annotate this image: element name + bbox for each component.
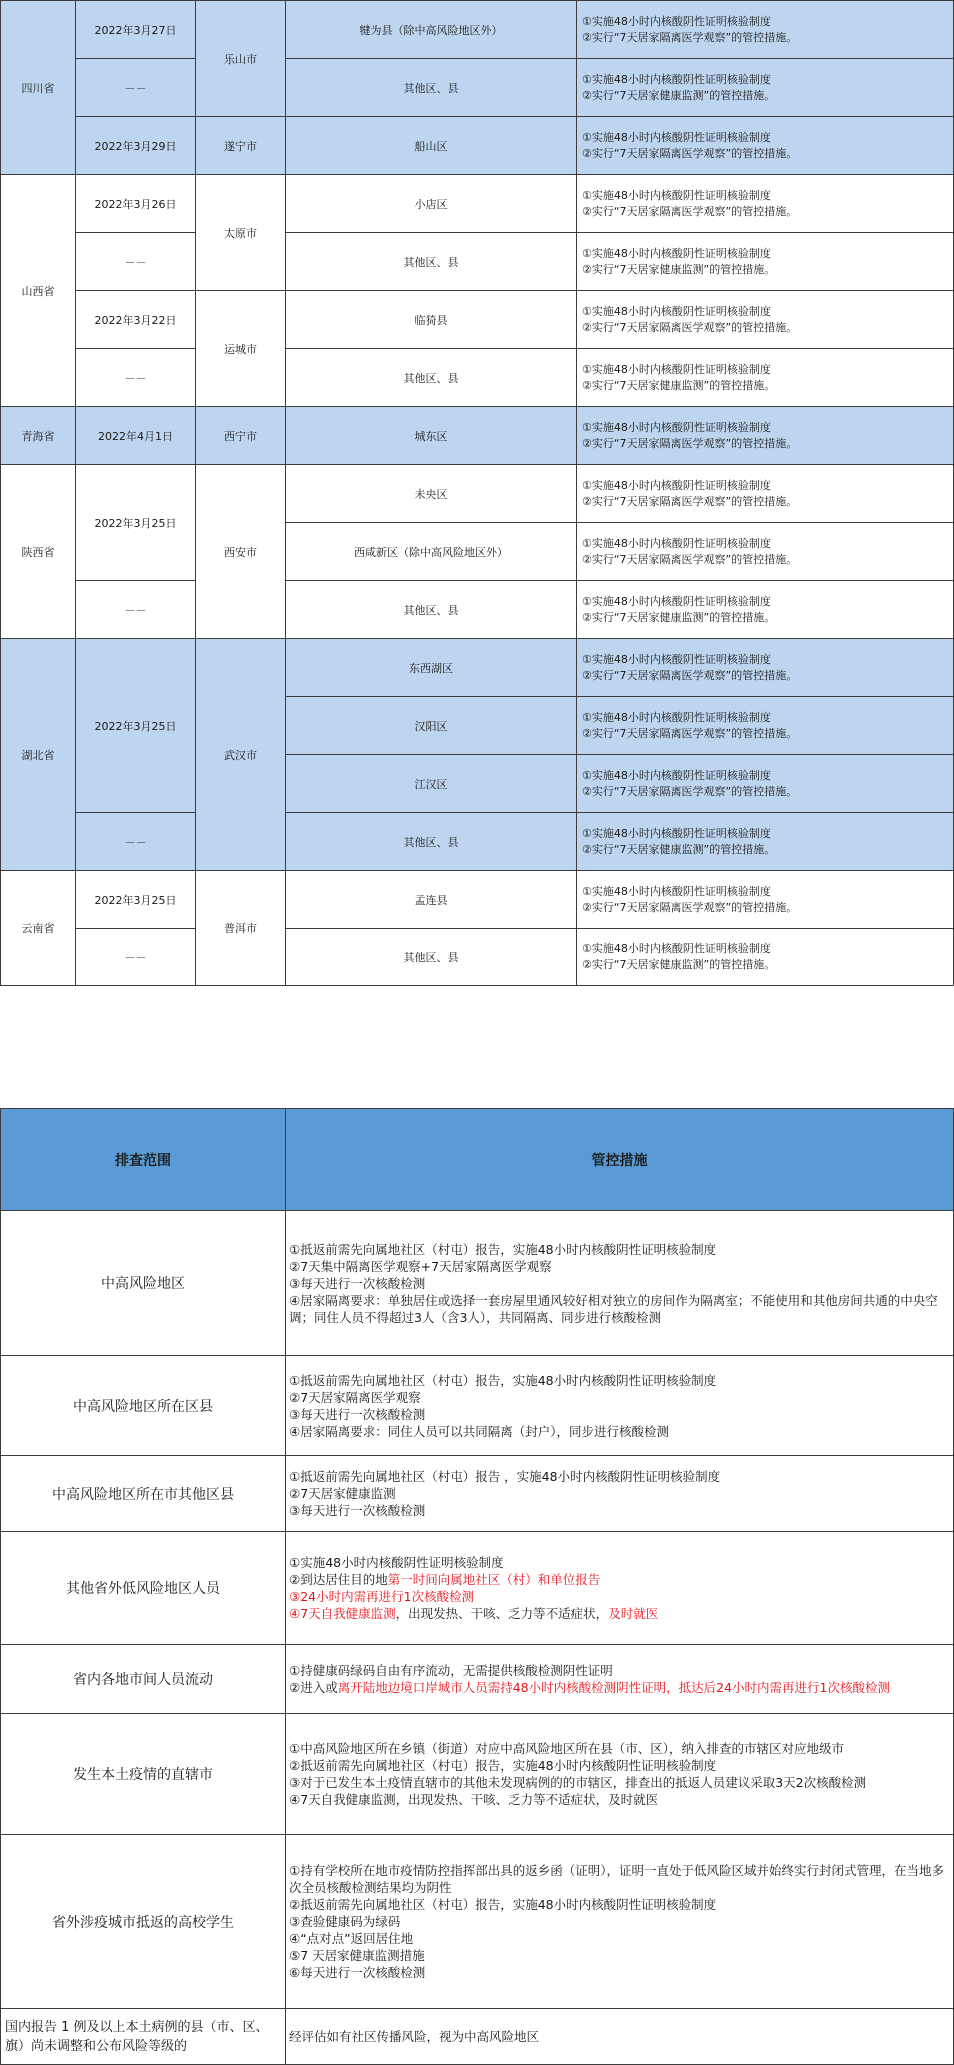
measure-line: ④居家隔离要求：同住人员可以共同隔离（封户），同步进行核酸检测: [289, 1423, 669, 1439]
highlighted-text: 第一时间向属地社区（村）和单位报告: [387, 1572, 601, 1587]
city-cell: 西安市: [196, 465, 286, 639]
policy-row: [1, 1211, 954, 1356]
province-cell: 青海省: [1, 407, 76, 465]
measures-cell: [286, 1211, 954, 1356]
district-cell: 犍为县（除中高风险地区外）: [286, 1, 577, 59]
measure-text: ，出现发热、干咳、乏力等不适症状，: [395, 1606, 609, 1621]
measure-line: ②实行“7天居家隔离医学观察”的管控措施。: [582, 668, 798, 682]
region-row: [1, 291, 954, 349]
measure-line: ②7天居家隔离医学观察: [289, 1389, 421, 1405]
policy-row: [1, 1532, 954, 1645]
measure-line: ①实施48小时内核酸阴性证明核验制度: [582, 478, 771, 492]
date-cell: －－: [76, 929, 196, 986]
district-cell: 临猗县: [286, 291, 577, 349]
date-cell: －－: [76, 233, 196, 291]
date-cell: 2022年3月26日: [76, 175, 196, 233]
scope-cell: 其他省外低风险地区人员: [1, 1532, 286, 1645]
scope-cell: 省外涉疫城市抵返的高校学生: [1, 1835, 286, 2009]
city-cell: 乐山市: [196, 1, 286, 117]
scope-cell: 中高风险地区所在市其他区县: [1, 1456, 286, 1532]
region-row: [1, 59, 954, 117]
measures-cell: [577, 465, 954, 523]
measures-cell: [577, 697, 954, 755]
scope-cell: 中高风险地区所在区县: [1, 1356, 286, 1456]
region-row: [1, 1, 954, 59]
policy-row: [1, 1456, 954, 1532]
measure-line: ①实施48小时内核酸阴性证明核验制度: [582, 536, 771, 550]
measure-line: ②实行“7天居家健康监测”的管控措施。: [582, 88, 776, 102]
highlighted-text: 离开陆地边境口岸城市人员需持48小时内核酸检测阴性证明，抵达后24小时内需再进行1次核酸检测: [337, 1680, 890, 1695]
measure-line: ①实施48小时内核酸阴性证明核验制度: [582, 362, 771, 376]
measures-cell: [577, 233, 954, 291]
measures-cell: [577, 581, 954, 639]
measure-line: ②实行“7天居家健康监测”的管控措施。: [582, 262, 776, 276]
measure-line: ②实行“7天居家隔离医学观察”的管控措施。: [582, 552, 798, 566]
measures-cell: [577, 291, 954, 349]
measure-line: ①实施48小时内核酸阴性证明核验制度: [582, 72, 771, 86]
measure-line: ①实施48小时内核酸阴性证明核验制度: [582, 188, 771, 202]
measure-line: ①实施48小时内核酸阴性证明核验制度: [582, 246, 771, 260]
measure-line: ①实施48小时内核酸阴性证明核验制度: [582, 826, 771, 840]
highlighted-text: ④7天自我健康监测: [289, 1606, 396, 1621]
region-row: [1, 349, 954, 407]
region-row: [1, 465, 954, 523]
region-row: [1, 813, 954, 871]
date-cell: 2022年4月1日: [76, 407, 196, 465]
measure-line: ①抵返前需先向属地社区（村屯）报告 ，实施48小时内核酸阴性证明核验制度: [289, 1469, 721, 1484]
measures-cell: [286, 2009, 954, 2065]
city-cell: 普洱市: [196, 871, 286, 986]
measures-cell: [286, 1356, 954, 1456]
control-measures-table: [0, 1108, 954, 2065]
measure-line: ②7天集中隔离医学观察+7天居家隔离医学观察: [289, 1258, 552, 1274]
date-cell: 2022年3月22日: [76, 291, 196, 349]
measures-cell: [286, 1714, 954, 1835]
measure-line: ②实行“7天居家健康监测”的管控措施。: [582, 842, 776, 856]
city-cell: 太原市: [196, 175, 286, 291]
measure-line: ③每天进行一次核酸检测: [289, 1406, 426, 1422]
scope-cell: 省内各地市间人员流动: [1, 1645, 286, 1714]
measure-line: ④“点对点”返回居住地: [289, 1931, 414, 1946]
highlighted-text: 及时就医: [608, 1606, 659, 1621]
measure-line: ①持健康码绿码自由有序流动，无需提供核酸检测阴性证明: [289, 1663, 613, 1678]
district-cell: 其他区、县: [286, 233, 577, 291]
policy-header-row: [1, 1109, 954, 1211]
region-row: [1, 639, 954, 697]
district-cell: 其他区、县: [286, 581, 577, 639]
date-cell: 2022年3月25日: [76, 871, 196, 929]
measure-line: ②抵返前需先向属地社区（村屯）报告，实施48小时内核酸阴性证明核验制度: [289, 1897, 717, 1912]
scope-cell: 发生本土疫情的直辖市: [1, 1714, 286, 1835]
region-row: [1, 929, 954, 986]
measures-cell: [286, 1532, 954, 1645]
measure-line: ④7天自我健康监测，出现发热、干咳、乏力等不适症状，及时就医: [289, 1792, 659, 1807]
measure-line: ①抵返前需先向属地社区（村屯）报告，实施48小时内核酸阴性证明核验制度: [289, 1241, 717, 1257]
measure-line: ①实施48小时内核酸阴性证明核验制度: [582, 14, 771, 28]
measure-line: ②实行“7天居家隔离医学观察”的管控措施。: [582, 146, 798, 160]
measures-cell: [577, 813, 954, 871]
measures-cell: [577, 523, 954, 581]
date-cell: 2022年3月27日: [76, 1, 196, 59]
region-row: [1, 581, 954, 639]
province-cell: 湖北省: [1, 639, 76, 871]
measure-line: ①实施48小时内核酸阴性证明核验制度: [582, 710, 771, 724]
measure-line: ④居家隔离要求：单独居住或选择一套房屋里通风较好相对独立的房间作为隔离室；不能使用和其他房间共通的中央空调；同住人员不得超过3人（含3人），共同隔离、同步进行核酸检测: [289, 1292, 938, 1325]
district-cell: 城东区: [286, 407, 577, 465]
measure-line: ①实施48小时内核酸阴性证明核验制度: [289, 1555, 504, 1570]
region-list-table: [0, 0, 954, 986]
measure-line: ③查验健康码为绿码: [289, 1914, 401, 1929]
measure-line: ②实行“7天居家隔离医学观察”的管控措施。: [582, 436, 798, 450]
measures-cell: [577, 407, 954, 465]
measure-line: [289, 1588, 949, 1605]
measure-line: ②实行“7天居家隔离医学观察”的管控措施。: [582, 726, 798, 740]
district-cell: 船山区: [286, 117, 577, 175]
measure-line: ②抵返前需先向属地社区（村屯）报告，实施48小时内核酸阴性证明核验制度: [289, 1758, 717, 1773]
district-cell: 其他区、县: [286, 813, 577, 871]
measure-text: ②到达居住目的地: [289, 1572, 388, 1587]
date-cell: 2022年3月25日: [76, 465, 196, 581]
region-row: [1, 175, 954, 233]
measure-text: ②进入或: [289, 1680, 338, 1695]
scope-header: 排查范围: [1, 1109, 286, 1211]
district-cell: 孟连县: [286, 871, 577, 929]
measures-cell: [577, 755, 954, 813]
measure-line: ②实行“7天居家隔离医学观察”的管控措施。: [582, 900, 798, 914]
date-cell: －－: [76, 813, 196, 871]
measure-line: ①实施48小时内核酸阴性证明核验制度: [582, 130, 771, 144]
measure-line: ②7天居家健康监测: [289, 1486, 396, 1501]
district-cell: 汉阳区: [286, 697, 577, 755]
district-cell: 东西湖区: [286, 639, 577, 697]
measure-line: ②实行“7天居家隔离医学观察”的管控措施。: [582, 204, 798, 218]
measure-line: [289, 1679, 949, 1696]
region-row: [1, 233, 954, 291]
city-cell: 武汉市: [196, 639, 286, 871]
measures-cell: [577, 929, 954, 986]
measure-line: 经评估如有社区传播风险，视为中高风险地区: [289, 2029, 540, 2044]
policy-row: [1, 2009, 954, 2065]
measure-line: ②实行“7天居家健康监测”的管控措施。: [582, 958, 776, 971]
measure-line: ③每天进行一次核酸检测: [289, 1275, 426, 1291]
measure-line: ①实施48小时内核酸阴性证明核验制度: [582, 304, 771, 318]
measure-line: ⑤7 天居家健康监测措施: [289, 1948, 425, 1963]
measure-line: ①实施48小时内核酸阴性证明核验制度: [582, 884, 771, 898]
measure-line: ①实施48小时内核酸阴性证明核验制度: [582, 942, 771, 955]
measures-cell: [577, 59, 954, 117]
measures-cell: [577, 117, 954, 175]
measure-line: ③每天进行一次核酸检测: [289, 1503, 426, 1518]
measure-line: ②实行“7天居家隔离医学观察”的管控措施。: [582, 320, 798, 334]
policy-row: [1, 1356, 954, 1456]
district-cell: 江汉区: [286, 755, 577, 813]
measures-cell: [577, 1, 954, 59]
district-cell: 未央区: [286, 465, 577, 523]
policy-row: [1, 1835, 954, 2009]
measure-line: [289, 1605, 949, 1622]
province-cell: 云南省: [1, 871, 76, 986]
measure-line: ②实行“7天居家健康监测”的管控措施。: [582, 610, 776, 624]
policy-row: [1, 1645, 954, 1714]
measure-line: ①持有学校所在地市疫情防控指挥部出具的返乡函（证明），证明一直处于低风险区域并始终实行封闭式管理，在当地多次全员核酸检测结果均为阴性: [289, 1863, 944, 1895]
measure-line: ②实行“7天居家隔离医学观察”的管控措施。: [582, 30, 798, 44]
measure-line: ①抵返前需先向属地社区（村屯）报告，实施48小时内核酸阴性证明核验制度: [289, 1372, 717, 1388]
date-cell: －－: [76, 349, 196, 407]
measures-cell: [577, 175, 954, 233]
measure-line: ⑥每天进行一次核酸检测: [289, 1965, 426, 1980]
measure-line: ①实施48小时内核酸阴性证明核验制度: [582, 594, 771, 608]
region-row: [1, 407, 954, 465]
city-cell: 遂宁市: [196, 117, 286, 175]
measure-line: ①中高风险地区所在乡镇（街道）对应中高风险地区所在县（市、区），纳入排查的市辖区对应地级市: [289, 1741, 844, 1756]
province-cell: 山西省: [1, 175, 76, 407]
region-row: [1, 871, 954, 929]
measures-cell: [577, 349, 954, 407]
measure-line: ①实施48小时内核酸阴性证明核验制度: [582, 768, 771, 782]
district-cell: 小店区: [286, 175, 577, 233]
measure-line: ②实行“7天居家隔离医学观察”的管控措施。: [582, 494, 798, 508]
date-cell: 2022年3月29日: [76, 117, 196, 175]
policy-row: [1, 1714, 954, 1835]
measures-header: 管控措施: [286, 1109, 954, 1211]
measures-cell: [286, 1456, 954, 1532]
scope-cell: 中高风险地区: [1, 1211, 286, 1356]
measure-line: ①实施48小时内核酸阴性证明核验制度: [582, 652, 771, 666]
city-cell: 运城市: [196, 291, 286, 407]
district-cell: 其他区、县: [286, 929, 577, 986]
province-cell: 四川省: [1, 1, 76, 175]
measures-cell: [286, 1835, 954, 2009]
measure-line: [289, 1571, 949, 1588]
scope-cell: 国内报告 1 例及以上本土病例的县（市、区、旗）尚未调整和公布风险等级的: [1, 2009, 286, 2065]
date-cell: －－: [76, 581, 196, 639]
measure-line: ①实施48小时内核酸阴性证明核验制度: [582, 420, 771, 434]
measures-cell: [577, 639, 954, 697]
province-cell: 陕西省: [1, 465, 76, 639]
measure-line: ②实行“7天居家隔离医学观察”的管控措施。: [582, 784, 798, 798]
date-cell: －－: [76, 59, 196, 117]
measure-line: ③对于已发生本土疫情直辖市的其他未发现病例的的市辖区，排查出的抵返人员建议采取3天2次核酸检测: [289, 1775, 867, 1790]
measures-cell: [577, 871, 954, 929]
date-cell: 2022年3月25日: [76, 639, 196, 813]
measures-cell: [286, 1645, 954, 1714]
highlighted-text: ③24小时内需再进行1次核酸检测: [289, 1589, 475, 1604]
district-cell: 其他区、县: [286, 349, 577, 407]
measure-line: ②实行“7天居家健康监测”的管控措施。: [582, 378, 776, 392]
district-cell: 其他区、县: [286, 59, 577, 117]
city-cell: 西宁市: [196, 407, 286, 465]
region-row: [1, 117, 954, 175]
district-cell: 西咸新区（除中高风险地区外）: [286, 523, 577, 581]
